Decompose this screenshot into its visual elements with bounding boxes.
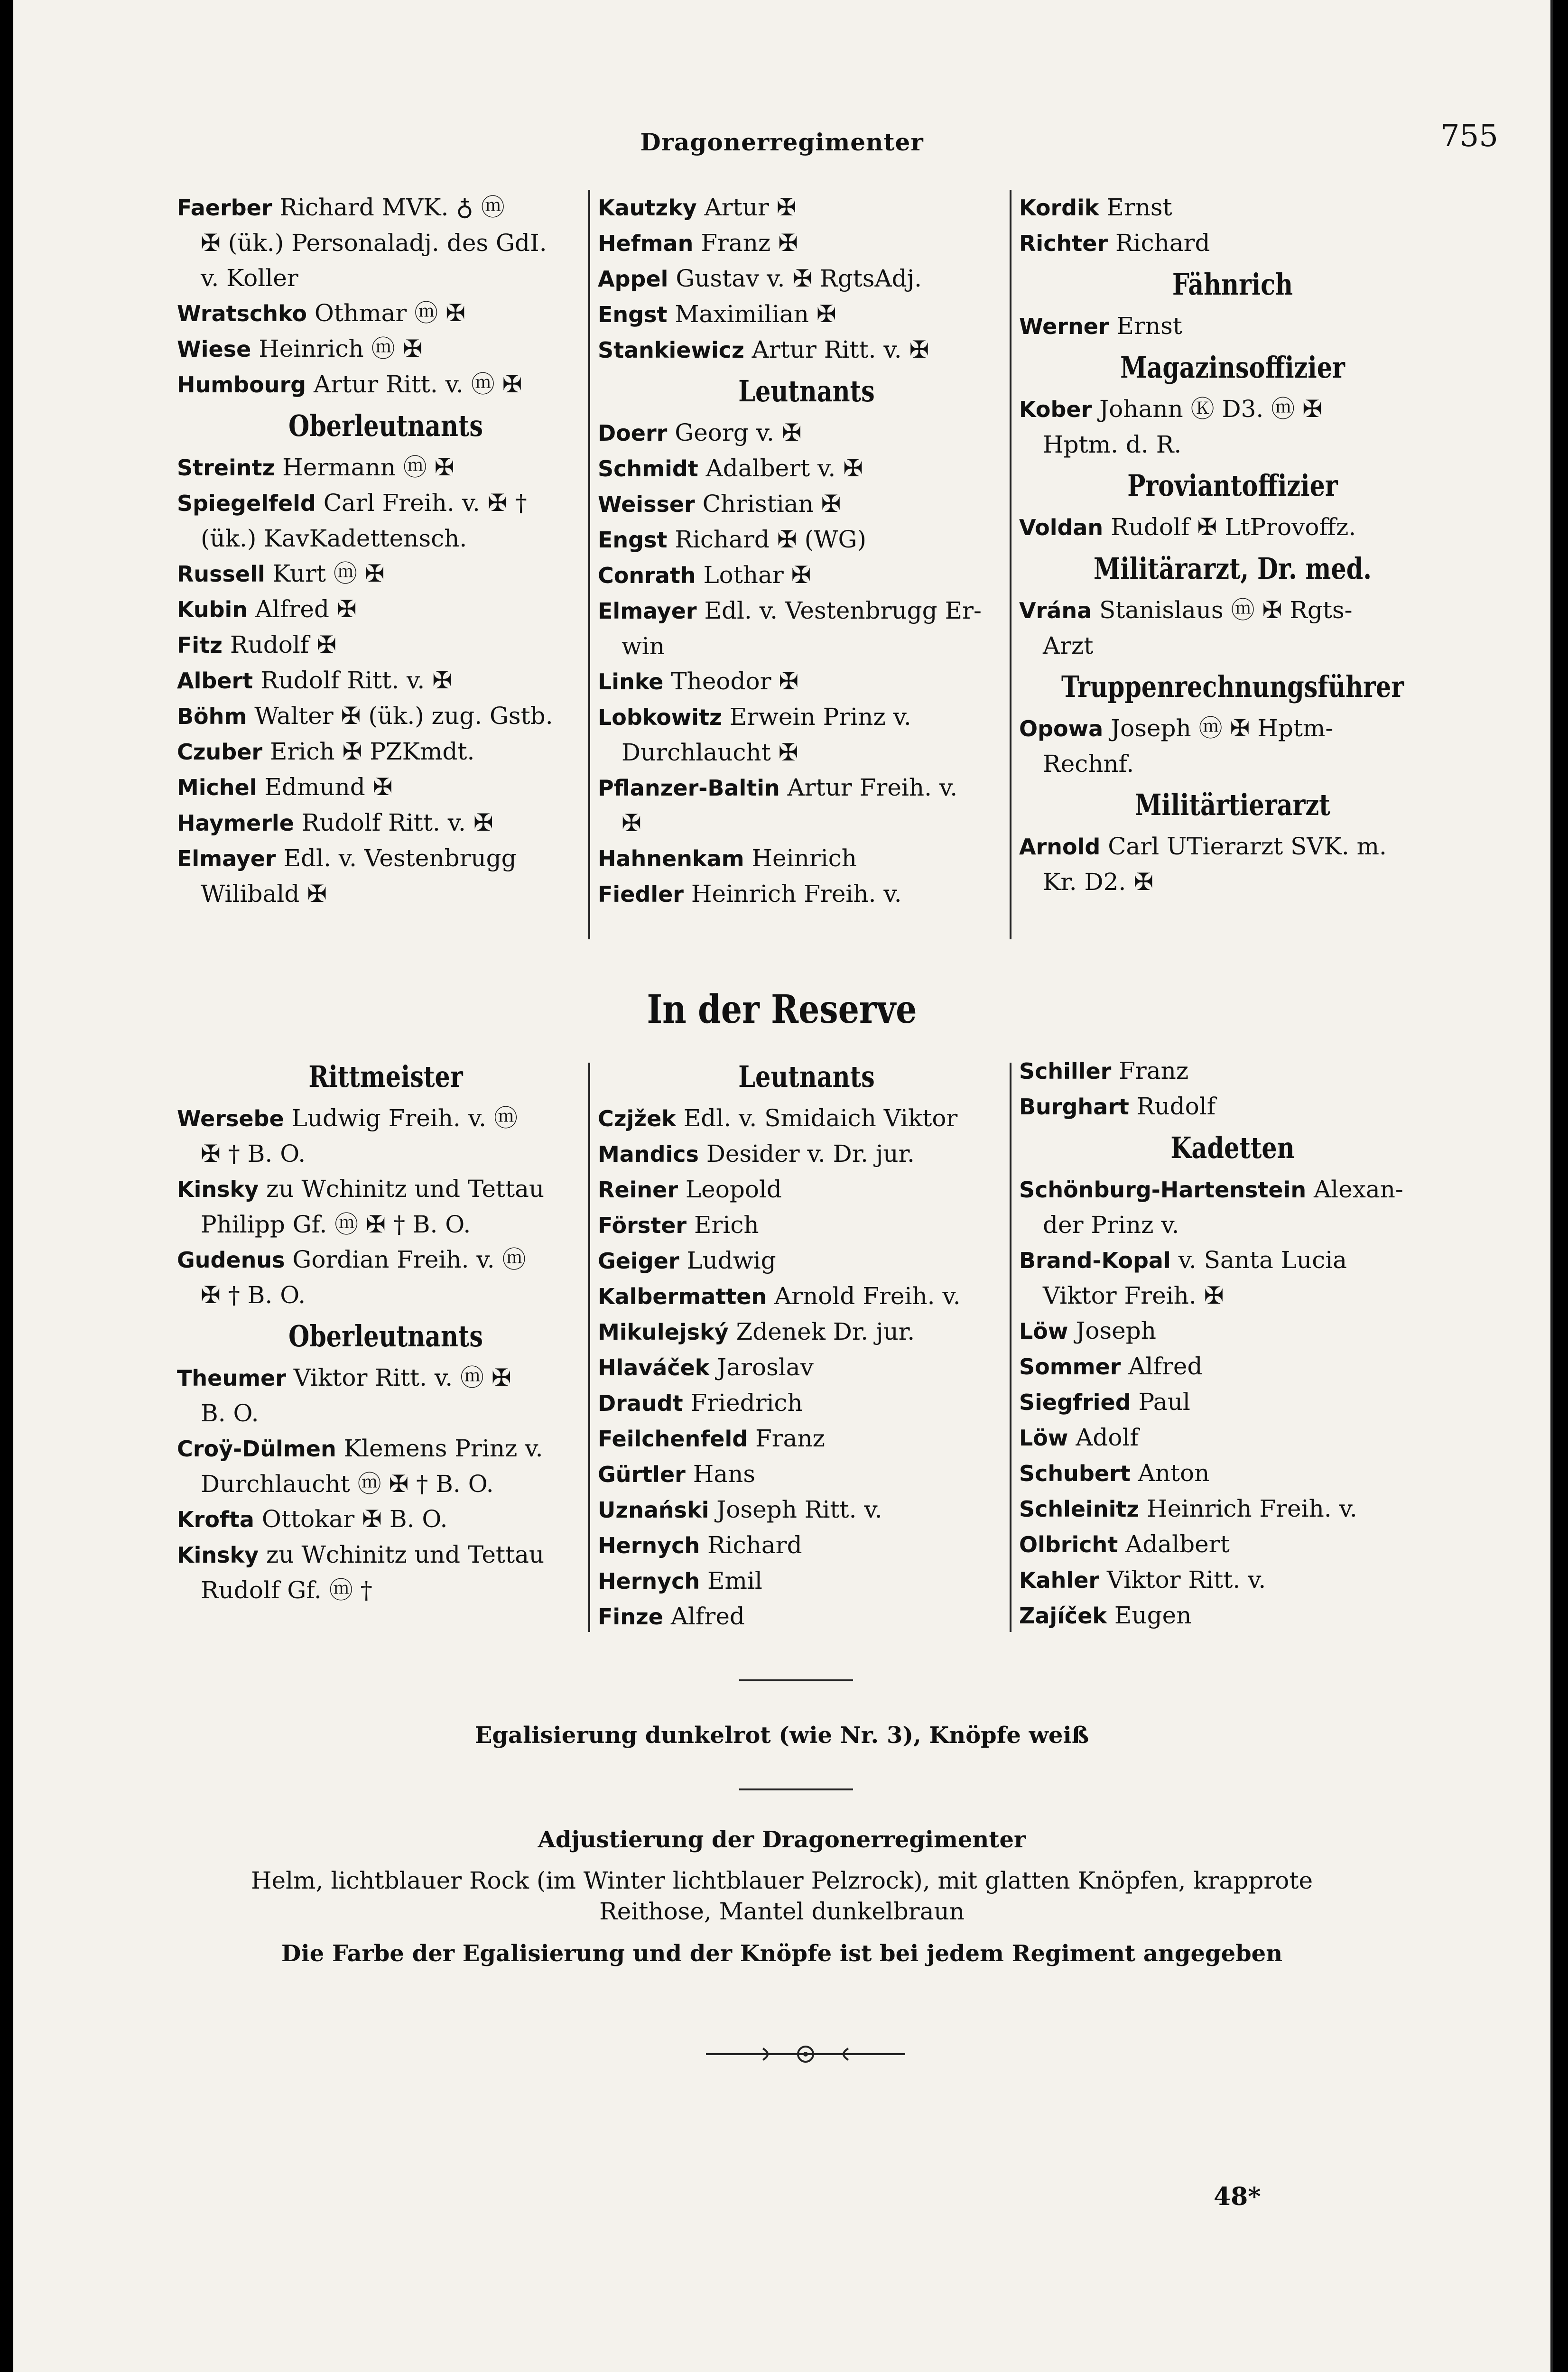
short-rule xyxy=(739,1788,853,1790)
officer-surname: Engst xyxy=(598,527,668,553)
entry-detail: Ernst xyxy=(1099,194,1172,221)
officer-surname: Kinsky xyxy=(177,1542,259,1568)
document-page xyxy=(13,0,1553,2372)
section-heading: Rittmeister xyxy=(308,1059,463,1094)
officer-surname: Arnold xyxy=(1019,834,1101,860)
entry-detail: Adalbert v. ✠ xyxy=(698,454,863,482)
section-heading: Truppenrechnungsführer xyxy=(1061,669,1404,704)
roster-entry xyxy=(1019,864,1446,899)
roster-entry xyxy=(177,769,594,805)
entry-detail: Richard xyxy=(1108,229,1210,257)
entry-detail: Anton xyxy=(1130,1459,1210,1487)
roster-entry xyxy=(598,1207,1015,1243)
entry-detail: Eugen xyxy=(1107,1602,1192,1629)
roster-entry xyxy=(177,331,594,367)
adjustierung-line-2: Reithose, Mantel dunkelbraun xyxy=(599,1898,965,1925)
roster-entry xyxy=(598,1528,1015,1563)
roster-entry xyxy=(598,1563,1015,1599)
entry-detail: ✠ xyxy=(622,809,641,837)
officer-surname: Theumer xyxy=(177,1365,286,1391)
entry-detail: Walter ✠ (ük.) zug. Gstb. xyxy=(247,702,553,730)
section-heading: Militärtierarzt xyxy=(1135,788,1330,822)
roster-entry xyxy=(177,1360,594,1396)
roster-entry xyxy=(1019,1313,1446,1349)
entry-detail: Durchlaucht ✠ xyxy=(622,739,798,766)
roster-entry xyxy=(177,225,594,260)
roster-entry xyxy=(1019,225,1446,261)
officer-surname: Conrath xyxy=(598,563,696,588)
officer-surname: Lobkowitz xyxy=(598,704,722,730)
entry-detail: Franz xyxy=(748,1425,826,1452)
roster-entry xyxy=(598,1279,1015,1314)
entry-detail: zu Wchinitz und Tettau xyxy=(259,1175,545,1203)
officer-surname: Olbricht xyxy=(1019,1532,1118,1557)
entry-detail: Wilibald ✠ xyxy=(201,880,327,908)
officer-surname: Spiegelfeld xyxy=(177,491,316,516)
entry-detail: Johann Ⓚ D3. ⓜ ✠ xyxy=(1092,395,1322,423)
entry-detail: Alfred ✠ xyxy=(248,595,357,623)
roster-entry xyxy=(1019,1242,1446,1278)
entry-detail: Artur ✠ xyxy=(696,194,797,221)
officer-surname: Richter xyxy=(1019,231,1108,256)
reserve-column-3 xyxy=(1019,1053,1446,1633)
roster-entry xyxy=(177,698,594,734)
entry-detail: ✠ † B. O. xyxy=(201,1281,306,1309)
officer-surname: Pflanzer-Baltin xyxy=(598,775,780,801)
officer-surname: Kubin xyxy=(177,597,248,622)
roster-entry xyxy=(177,556,594,592)
entry-detail: Lothar ✠ xyxy=(696,561,811,589)
entry-detail: Stanislaus ⓜ ✠ Rgts- xyxy=(1092,596,1353,624)
entry-detail: Rudolf Ritt. v. ✠ xyxy=(253,667,453,694)
officer-surname: Opowa xyxy=(1019,716,1104,741)
entry-detail: Richard ✠ (WG) xyxy=(667,526,866,553)
entry-detail: Rudolf Ritt. v. ✠ xyxy=(294,809,493,836)
roster-entry xyxy=(598,1350,1015,1385)
page-number: 755 xyxy=(1440,119,1498,154)
officer-surname: Kordik xyxy=(1019,195,1099,221)
entry-detail: Artur Ritt. v. ⓜ ✠ xyxy=(306,371,522,398)
reserve-column-2 xyxy=(598,1053,1015,1634)
roster-entry xyxy=(177,1278,594,1313)
officer-surname: Humbourg xyxy=(177,372,306,398)
officer-surname: Schönburg-Hartenstein xyxy=(1019,1177,1307,1203)
roster-entry xyxy=(598,332,1015,368)
entry-detail: Rudolf Gf. ⓜ † xyxy=(201,1576,372,1604)
roster-entry xyxy=(598,1385,1015,1421)
adjustierung-title: Adjustierung der Dragonerregimenter xyxy=(538,1826,1026,1853)
entry-detail: Carl UTierarzt SVK. m. xyxy=(1100,833,1387,860)
officer-surname: Albert xyxy=(177,668,253,694)
roster-entry xyxy=(177,1431,594,1466)
entry-detail: Emil xyxy=(700,1567,762,1594)
column-divider xyxy=(588,190,590,939)
roster-entry xyxy=(1019,1491,1446,1527)
entry-detail: Erwein Prinz v. xyxy=(722,703,911,731)
officer-surname: Löw xyxy=(1019,1425,1068,1451)
officer-surname: Russell xyxy=(177,561,265,587)
roster-entry xyxy=(1019,1278,1446,1313)
active-column-1 xyxy=(177,190,594,911)
officer-surname: Siegfried xyxy=(1019,1390,1131,1415)
officer-surname: Schleinitz xyxy=(1019,1496,1140,1522)
entry-detail: Heinrich Freih. v. xyxy=(683,880,902,908)
officer-surname: Engst xyxy=(598,302,668,327)
farbe-note: Die Farbe der Egalisierung und der Knöpfe ist bei jedem Regiment angegeben xyxy=(281,1940,1283,1967)
officer-surname: Hernych xyxy=(598,1533,700,1558)
roster-entry xyxy=(598,261,1015,296)
roster-entry xyxy=(177,1207,594,1242)
entry-detail: Othmar ⓜ ✠ xyxy=(307,299,465,327)
entry-detail: Joseph ⓜ ✠ Hptm- xyxy=(1103,714,1334,742)
roster-entry xyxy=(177,734,594,769)
roster-entry xyxy=(598,876,1015,912)
officer-surname: Förster xyxy=(598,1213,687,1238)
officer-surname: Michel xyxy=(177,775,257,800)
roster-entry xyxy=(598,225,1015,261)
roster-entry xyxy=(177,485,594,521)
roster-entry xyxy=(1019,1053,1446,1089)
column-divider xyxy=(588,1063,590,1632)
officer-surname: Mikulejský xyxy=(598,1319,729,1345)
roster-entry xyxy=(598,664,1015,699)
entry-detail: (ük.) KavKadettensch. xyxy=(201,525,467,552)
roster-entry xyxy=(1019,1384,1446,1420)
entry-detail: Rudolf ✠ LtProvoffz. xyxy=(1103,513,1356,541)
entry-detail: Rechnf. xyxy=(1043,750,1134,778)
column-divider xyxy=(1010,190,1011,939)
roster-entry xyxy=(177,190,594,225)
entry-detail: Alfred xyxy=(663,1603,745,1630)
roster-entry xyxy=(1019,628,1446,663)
entry-detail: Gustav v. ✠ RgtsAdj. xyxy=(668,265,922,292)
roster-entry xyxy=(177,367,594,402)
roster-entry xyxy=(177,521,594,556)
roster-entry xyxy=(598,699,1015,735)
entry-detail: Paul xyxy=(1131,1388,1190,1416)
entry-detail: Erich xyxy=(687,1211,759,1239)
roster-entry xyxy=(177,592,594,627)
officer-surname: Böhm xyxy=(177,704,247,729)
roster-entry xyxy=(598,1101,1015,1136)
roster-entry xyxy=(1019,1420,1446,1455)
entry-detail: Klemens Prinz v. xyxy=(336,1435,543,1462)
officer-surname: Schiller xyxy=(1019,1058,1112,1084)
entry-detail: Edmund ✠ xyxy=(257,773,393,801)
roster-entry xyxy=(177,260,594,296)
officer-surname: Faerber xyxy=(177,195,272,221)
reserve-heading: In der Reserve xyxy=(647,987,917,1032)
active-column-2 xyxy=(598,190,1015,912)
entry-detail: Adalbert xyxy=(1118,1530,1230,1558)
entry-detail: Leopold xyxy=(678,1176,782,1203)
roster-entry xyxy=(598,415,1015,451)
officer-surname: Uznański xyxy=(598,1497,709,1523)
entry-detail: Maximilian ✠ xyxy=(667,300,836,328)
roster-entry xyxy=(177,805,594,841)
entry-detail: ✠ (ük.) Personaladj. des GdI. xyxy=(201,229,547,257)
officer-surname: Brand-Kopal xyxy=(1019,1248,1171,1273)
roster-entry xyxy=(177,1466,594,1501)
entry-detail: Rudolf xyxy=(1129,1093,1216,1120)
entry-detail: v. Santa Lucia xyxy=(1170,1246,1347,1274)
entry-detail: zu Wchinitz und Tettau xyxy=(259,1541,545,1568)
entry-detail: Ottokar ✠ B. O. xyxy=(254,1505,448,1533)
short-rule xyxy=(739,1679,853,1681)
roster-entry xyxy=(598,296,1015,332)
roster-entry xyxy=(1019,746,1446,781)
entry-detail: Rudolf ✠ xyxy=(222,631,337,658)
entry-detail: Franz ✠ xyxy=(693,229,798,257)
entry-detail: Arnold Freih. v. xyxy=(767,1282,961,1310)
roster-entry xyxy=(177,1171,594,1207)
officer-surname: Czjžek xyxy=(598,1106,676,1131)
roster-entry xyxy=(1019,1455,1446,1491)
adjustierung-line-1: Helm, lichtblauer Rock (im Winter lichtblauer Pelzrock), mit glatten Knöpfen, krapprote xyxy=(251,1867,1313,1894)
officer-surname: Appel xyxy=(598,266,668,292)
entry-detail: Alexan- xyxy=(1306,1176,1403,1203)
entry-detail: Hans xyxy=(685,1460,756,1488)
entry-detail: Artur Freih. v. xyxy=(779,774,958,801)
entry-detail: Gordian Freih. v. ⓜ xyxy=(285,1246,526,1273)
roster-entry xyxy=(177,1101,594,1136)
entry-detail: win xyxy=(622,632,665,660)
ornament-divider xyxy=(706,2040,905,2068)
officer-surname: Kinsky xyxy=(177,1177,259,1202)
roster-entry xyxy=(1019,1349,1446,1384)
section-heading: Oberleutnants xyxy=(288,1319,483,1353)
officer-surname: Fiedler xyxy=(598,881,684,907)
section-heading: Leutnants xyxy=(738,374,875,408)
roster-entry xyxy=(598,522,1015,557)
signature-mark: 48* xyxy=(1214,2182,1261,2211)
officer-surname: Krofta xyxy=(177,1507,254,1532)
entry-detail: Christian ✠ xyxy=(695,490,841,518)
roster-entry xyxy=(177,1537,594,1573)
roster-entry xyxy=(1019,1598,1446,1633)
officer-surname: Hlaváček xyxy=(598,1355,710,1381)
entry-detail: Richard MVK. ♁ ⓜ xyxy=(272,194,505,221)
officer-surname: Werner xyxy=(1019,314,1109,339)
roster-entry xyxy=(177,627,594,663)
entry-detail: Georg v. ✠ xyxy=(667,419,802,446)
officer-surname: Linke xyxy=(598,669,664,695)
officer-surname: Schmidt xyxy=(598,456,698,482)
roster-entry xyxy=(598,841,1015,876)
entry-detail: Hermann ⓜ ✠ xyxy=(275,454,455,481)
roster-entry xyxy=(1019,711,1446,746)
roster-entry xyxy=(177,1136,594,1171)
roster-entry xyxy=(1019,427,1446,462)
entry-detail: ✠ † B. O. xyxy=(201,1140,306,1167)
section-heading: Proviantoffizier xyxy=(1127,468,1338,503)
roster-entry xyxy=(1019,1172,1446,1207)
officer-surname: Doerr xyxy=(598,420,668,446)
roster-entry xyxy=(1019,593,1446,628)
entry-detail: Heinrich xyxy=(744,844,857,872)
roster-entry xyxy=(598,629,1015,664)
officer-surname: Vrána xyxy=(1019,598,1092,623)
entry-detail: Kr. D2. ✠ xyxy=(1043,868,1154,896)
entry-detail: Alfred xyxy=(1121,1353,1203,1380)
entry-detail: Heinrich ⓜ ✠ xyxy=(251,335,423,362)
entry-detail: Edl. v. Smidaich Viktor xyxy=(676,1104,958,1132)
roster-entry xyxy=(177,876,594,911)
roster-entry xyxy=(598,1314,1015,1350)
officer-surname: Feilchenfeld xyxy=(598,1426,748,1452)
roster-entry xyxy=(598,735,1015,770)
roster-entry xyxy=(1019,1527,1446,1562)
roster-entry xyxy=(598,1421,1015,1456)
roster-entry xyxy=(177,841,594,876)
entry-detail: Edl. v. Vestenbrugg xyxy=(276,844,517,872)
reserve-column-1 xyxy=(177,1053,594,1608)
roster-entry xyxy=(1019,1089,1446,1124)
officer-surname: Sommer xyxy=(1019,1354,1121,1380)
entry-detail: Viktor Ritt. v. ⓜ ✠ xyxy=(286,1364,511,1391)
officer-surname: Gürtler xyxy=(598,1462,686,1487)
entry-detail: B. O. xyxy=(201,1399,259,1427)
roster-entry xyxy=(177,1501,594,1537)
roster-entry xyxy=(177,1573,594,1608)
roster-entry xyxy=(598,1456,1015,1492)
officer-surname: Wersebe xyxy=(177,1106,284,1131)
roster-entry xyxy=(1019,829,1446,864)
officer-surname: Zajíček xyxy=(1019,1603,1107,1629)
section-heading: Magazinsoffizier xyxy=(1120,350,1345,385)
officer-surname: Löw xyxy=(1019,1318,1068,1344)
entry-detail: Durchlaucht ⓜ ✠ † B. O. xyxy=(201,1470,494,1498)
officer-surname: Kober xyxy=(1019,397,1092,422)
officer-surname: Streintz xyxy=(177,455,275,481)
officer-surname: Elmayer xyxy=(598,598,697,624)
entry-detail: Richard xyxy=(700,1531,802,1559)
roster-entry xyxy=(177,450,594,485)
entry-detail: Edl. v. Vestenbrugg Er- xyxy=(696,597,982,624)
roster-entry xyxy=(598,486,1015,522)
officer-surname: Croÿ-Dülmen xyxy=(177,1436,336,1462)
entry-detail: Hptm. d. R. xyxy=(1043,431,1182,458)
entry-detail: Joseph xyxy=(1068,1317,1156,1344)
roster-entry xyxy=(177,296,594,331)
entry-detail: Desider v. Dr. jur. xyxy=(698,1140,915,1167)
officer-surname: Hahnenkam xyxy=(598,846,744,871)
officer-surname: Elmayer xyxy=(177,846,276,871)
roster-entry xyxy=(598,1172,1015,1207)
entry-detail: Erich ✠ PZKmdt. xyxy=(262,738,475,765)
entry-detail: Viktor Freih. ✠ xyxy=(1043,1282,1224,1309)
roster-entry xyxy=(598,1136,1015,1172)
entry-detail: Zdenek Dr. jur. xyxy=(728,1318,915,1345)
roster-entry xyxy=(598,451,1015,486)
roster-entry xyxy=(598,190,1015,225)
entry-detail: Adolf xyxy=(1068,1424,1139,1451)
officer-surname: Gudenus xyxy=(177,1247,285,1273)
roster-entry xyxy=(598,1599,1015,1634)
roster-entry xyxy=(177,1242,594,1278)
entry-detail: Ludwig Freih. v. ⓜ xyxy=(284,1104,518,1132)
officer-surname: Wratschko xyxy=(177,301,307,326)
section-heading: Kadetten xyxy=(1170,1130,1295,1165)
roster-entry xyxy=(1019,190,1446,225)
officer-surname: Hefman xyxy=(598,231,694,256)
roster-entry xyxy=(598,1243,1015,1279)
officer-surname: Voldan xyxy=(1019,515,1104,540)
running-head: Dragonerregimenter xyxy=(640,128,924,156)
officer-surname: Fitz xyxy=(177,632,223,658)
section-heading: Leutnants xyxy=(738,1059,875,1094)
section-heading: Fähnrich xyxy=(1172,267,1293,302)
active-column-3 xyxy=(1019,190,1446,899)
officer-surname: Wiese xyxy=(177,336,251,362)
column-divider xyxy=(1010,1063,1011,1632)
officer-surname: Stankiewicz xyxy=(598,337,744,363)
roster-entry xyxy=(598,1492,1015,1528)
entry-detail: Jaroslav xyxy=(709,1353,814,1381)
section-heading: Militärarzt, Dr. med. xyxy=(1094,551,1372,586)
entry-detail: Friedrich xyxy=(683,1389,803,1417)
roster-entry xyxy=(177,663,594,698)
officer-surname: Kahler xyxy=(1019,1567,1100,1593)
officer-surname: Kautzky xyxy=(598,195,697,221)
entry-detail: Ernst xyxy=(1109,312,1182,340)
officer-surname: Geiger xyxy=(598,1248,679,1274)
officer-surname: Reiner xyxy=(598,1177,678,1203)
roster-entry xyxy=(1019,1562,1446,1598)
section-heading: Oberleutnants xyxy=(288,408,483,443)
officer-surname: Czuber xyxy=(177,739,263,765)
officer-surname: Finze xyxy=(598,1604,663,1630)
entry-detail: Theodor ✠ xyxy=(663,667,799,695)
entry-detail: Joseph Ritt. v. xyxy=(709,1496,882,1523)
roster-entry xyxy=(1019,1207,1446,1242)
roster-entry xyxy=(1019,308,1446,344)
officer-surname: Burghart xyxy=(1019,1094,1129,1120)
entry-detail: Viktor Ritt. v. xyxy=(1099,1566,1266,1594)
entry-detail: Arzt xyxy=(1043,632,1094,659)
entry-detail: Artur Ritt. v. ✠ xyxy=(744,336,929,363)
roster-entry xyxy=(1019,510,1446,545)
entry-detail: Franz xyxy=(1111,1057,1189,1084)
roster-entry xyxy=(598,770,1015,806)
officer-surname: Schubert xyxy=(1019,1461,1131,1486)
officer-surname: Hernych xyxy=(598,1568,700,1594)
roster-entry xyxy=(1019,391,1446,427)
officer-surname: Haymerle xyxy=(177,810,294,836)
roster-entry xyxy=(598,557,1015,593)
roster-entry xyxy=(177,1396,594,1431)
entry-detail: Kurt ⓜ ✠ xyxy=(265,560,385,587)
egalisierung-note: Egalisierung dunkelrot (wie Nr. 3), Knöpfe weiß xyxy=(474,1722,1089,1749)
roster-entry xyxy=(598,806,1015,841)
entry-detail: Philipp Gf. ⓜ ✠ † B. O. xyxy=(201,1211,471,1238)
entry-detail: Carl Freih. v. ✠ † xyxy=(315,489,527,517)
roster-entry xyxy=(598,593,1015,629)
entry-detail: Ludwig xyxy=(679,1247,776,1274)
entry-detail: Heinrich Freih. v. xyxy=(1139,1495,1357,1522)
entry-detail: v. Koller xyxy=(201,264,298,292)
officer-surname: Weisser xyxy=(598,491,695,517)
officer-surname: Mandics xyxy=(598,1141,699,1167)
entry-detail: der Prinz v. xyxy=(1043,1211,1179,1239)
officer-surname: Kalbermatten xyxy=(598,1284,767,1309)
officer-surname: Draudt xyxy=(598,1390,683,1416)
